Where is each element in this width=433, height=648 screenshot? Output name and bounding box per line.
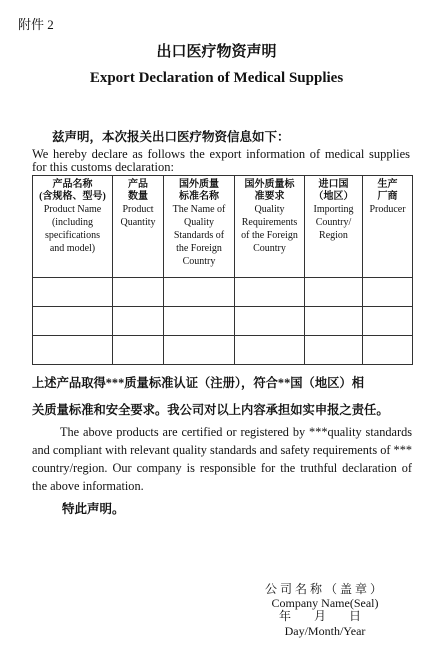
table-cell[interactable]: [33, 307, 113, 336]
table-cell[interactable]: [363, 278, 413, 307]
declaration-table: [32, 175, 413, 365]
table-header-cell: [113, 176, 164, 278]
table-cell[interactable]: [305, 336, 363, 365]
table-cell[interactable]: [235, 278, 305, 307]
table-cell[interactable]: [164, 307, 235, 336]
signature-company-cn: 公司名称（盖章）: [264, 582, 385, 596]
statement-english-text: The above products are certified or registered by ***quality standards and compliant with relevant quality standards and safety requirements of *** country/region. Our company is responsible for the truthful declaration of the above information.: [32, 425, 412, 493]
statement-english: [32, 423, 412, 495]
header-label-en: The Name of Quality Standards of the Foreign Country: [172, 204, 226, 267]
table-header-cell: [305, 176, 363, 278]
table-header-row: [33, 176, 413, 278]
table-header-cell: [363, 176, 413, 278]
header-label-cn: 国外质量 标准名称: [179, 179, 219, 202]
signature-date-en: Day/Month/Year: [284, 624, 366, 638]
table-cell[interactable]: [164, 278, 235, 307]
table-cell[interactable]: [363, 307, 413, 336]
table-cell[interactable]: [164, 336, 235, 365]
title-chinese: 出口医疗物资声明: [156, 44, 277, 60]
table-row: [33, 307, 413, 336]
table-cell[interactable]: [113, 307, 164, 336]
header-label-en: Product Name (including specifications and model): [43, 204, 102, 254]
header-label-cn: 产品名称 (含规格、型号): [39, 179, 106, 202]
statement-chinese-line1: 上述产品取得***质量标准认证（注册），符合**国（地区）相: [32, 376, 365, 390]
table-header-cell: [164, 176, 235, 278]
table-cell[interactable]: [235, 336, 305, 365]
header-label-cn: 产品 数量: [128, 179, 148, 202]
signature-company-en: Company Name(Seal): [271, 596, 379, 610]
intro-chinese: 兹声明，本次报关出口医疗物资信息如下：: [52, 130, 290, 144]
header-label-en: Producer: [369, 204, 406, 215]
table-row: [33, 336, 413, 365]
closing-statement: 特此声明。: [62, 502, 125, 516]
title-english: Export Declaration of Medical Supplies: [89, 70, 344, 86]
table-cell[interactable]: [305, 278, 363, 307]
table-cell[interactable]: [113, 278, 164, 307]
header-label-en: Quality Requirements of the Foreign Country: [241, 204, 298, 254]
header-label-en: Importing Country/ Region: [313, 204, 354, 241]
attachment-label: 附件 2: [18, 17, 54, 32]
intro-english: We hereby declare as follows the export information of medical supplies for this customs declaration:: [32, 147, 410, 174]
table-cell[interactable]: [33, 278, 113, 307]
table-row: [33, 278, 413, 307]
table-header-cell: [235, 176, 305, 278]
statement-chinese-line2: 关质量标准和安全要求。我公司对以上内容承担如实申报之责任。: [32, 403, 389, 417]
table-cell[interactable]: [33, 336, 113, 365]
table-header-cell: [33, 176, 113, 278]
header-label-cn: 进口国 （地区）: [313, 179, 354, 202]
table-cell[interactable]: [305, 307, 363, 336]
header-label-cn: 生产 厂商: [377, 179, 398, 202]
header-label-en: Product Quantity: [120, 204, 156, 228]
signature-date-cn: 年 月 日: [278, 609, 371, 623]
table-cell[interactable]: [363, 336, 413, 365]
header-label-cn: 国外质量标 准要求: [244, 179, 295, 202]
table-cell[interactable]: [113, 336, 164, 365]
table-cell[interactable]: [235, 307, 305, 336]
